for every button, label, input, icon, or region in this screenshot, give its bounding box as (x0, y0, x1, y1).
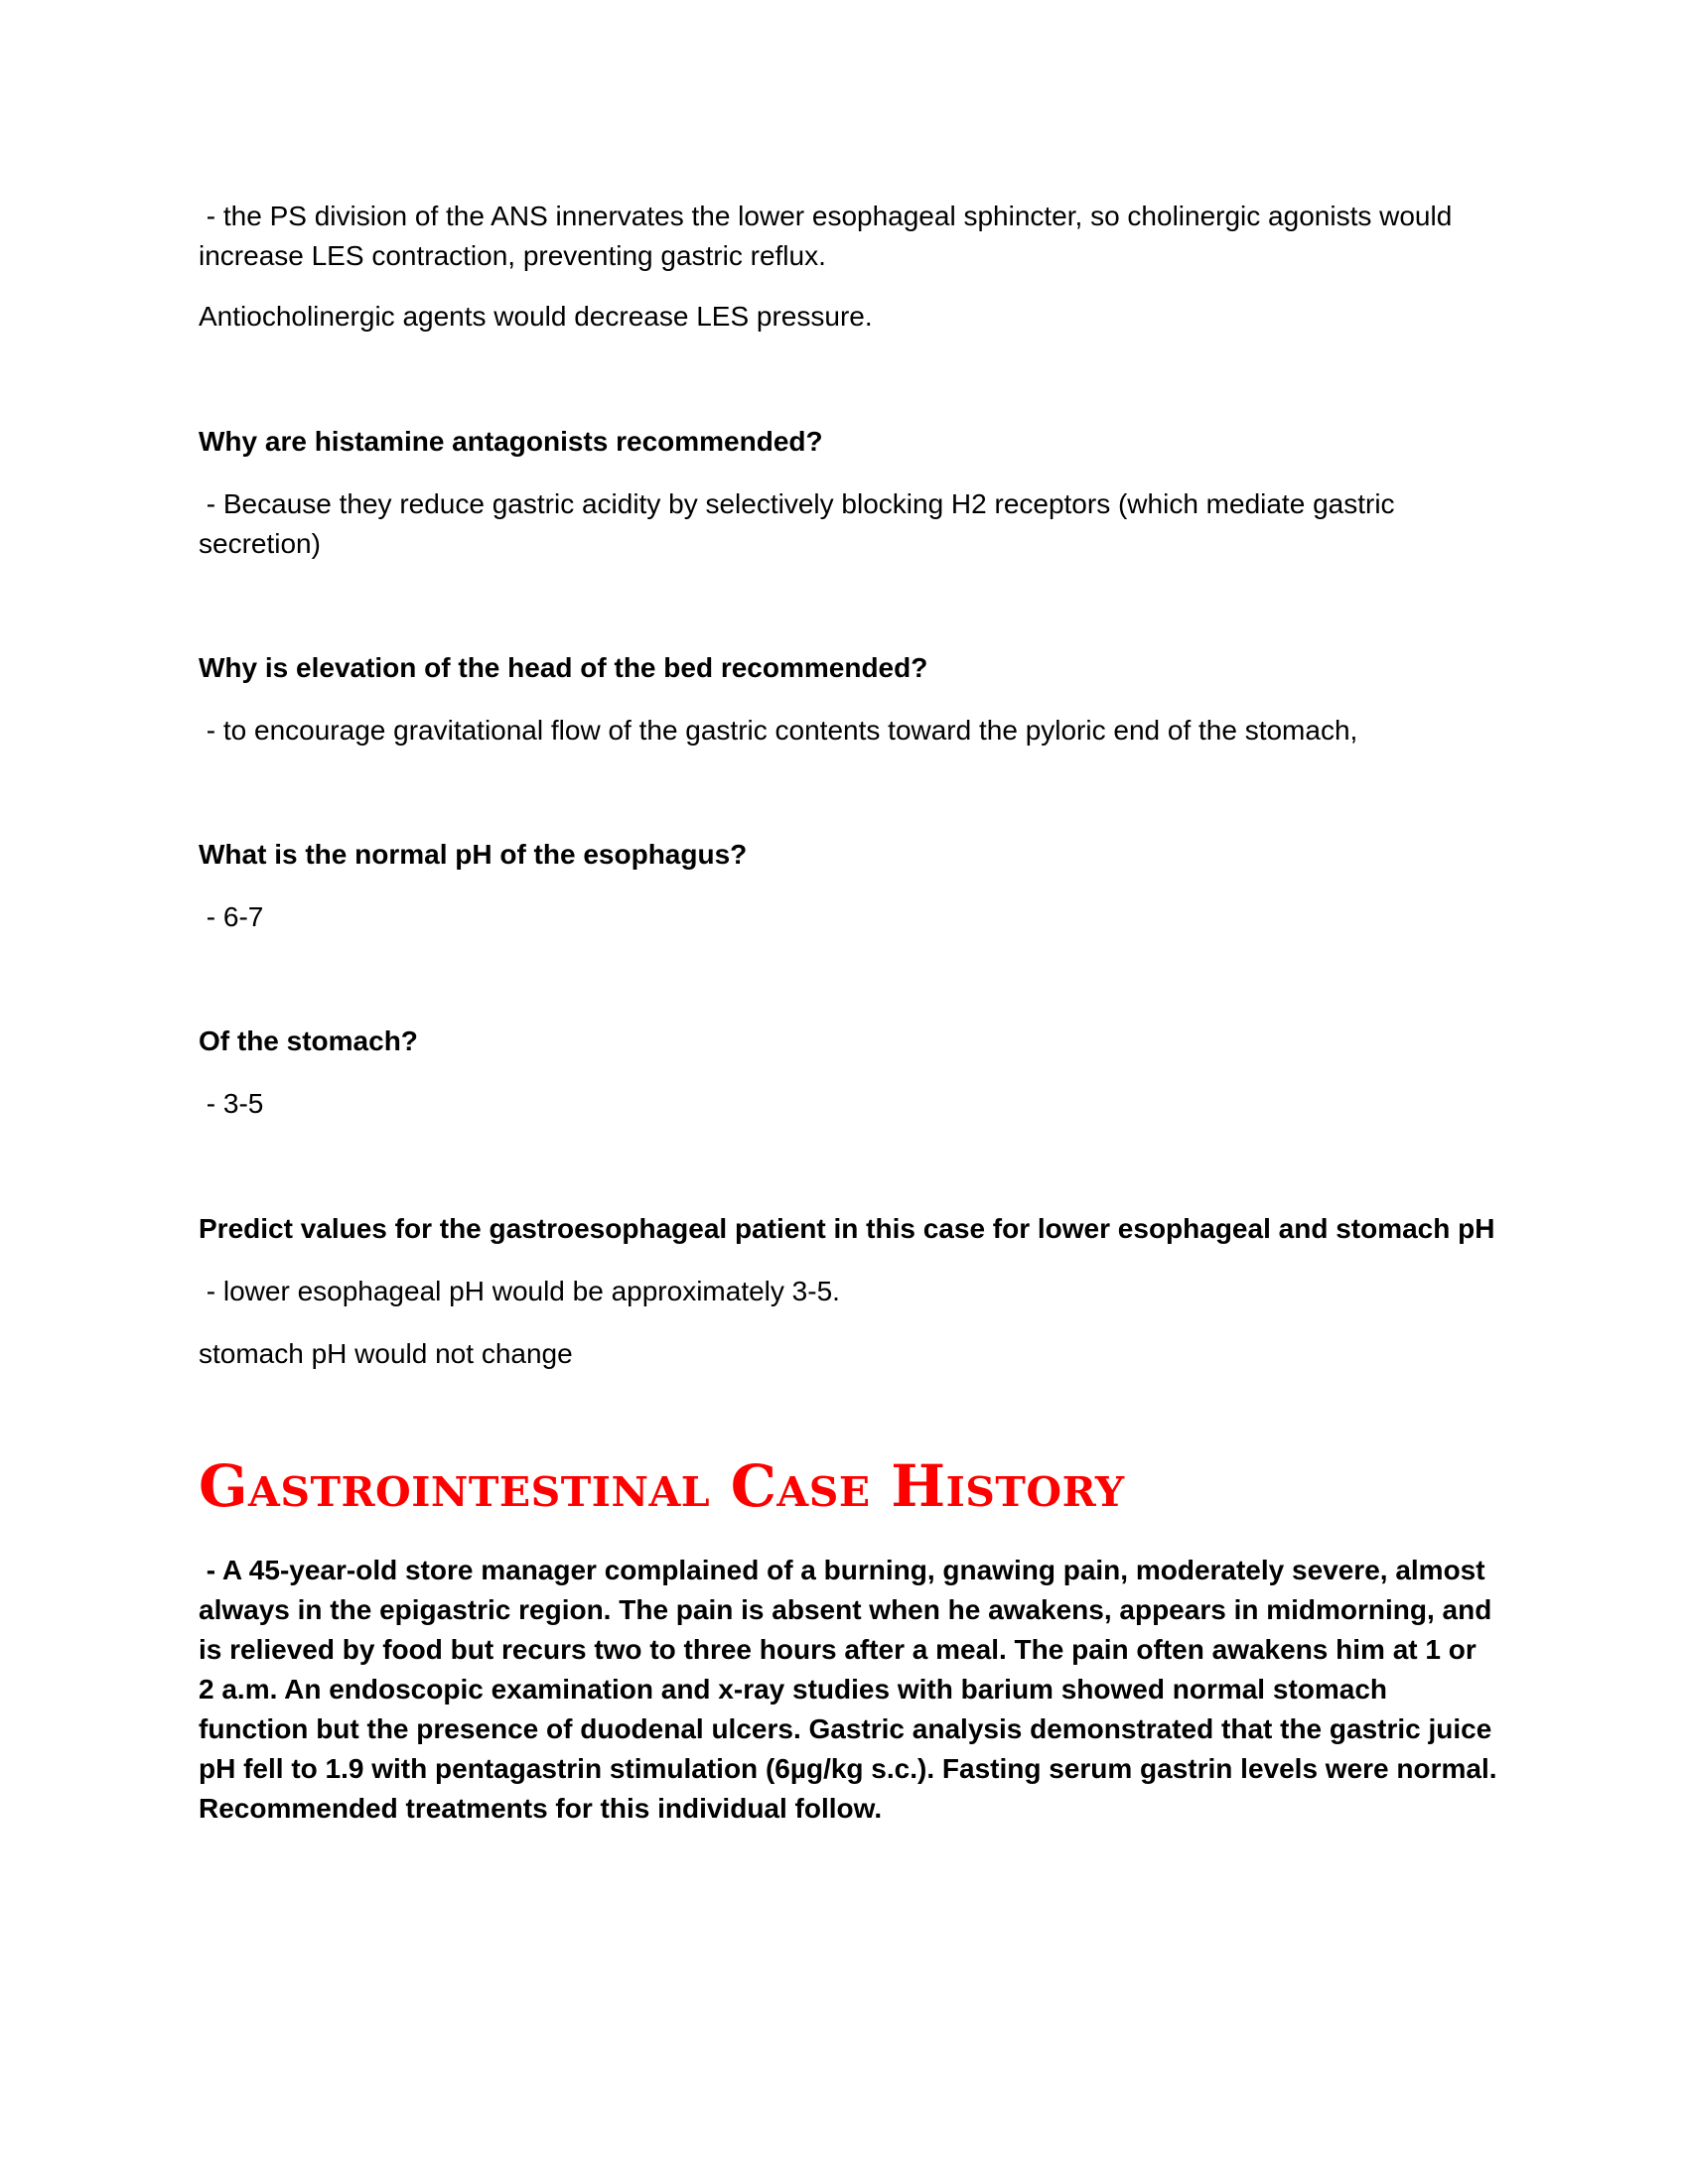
case-history-text: - A 45-year-old store manager complained of a burning, gnawing pain, moderately severe, almost always in the epigastric region. The pain is absent when he awakens, appears in midmorning, and is relieved by food but recurs two to three hours after a meal. The pain often awakens him at 1 or 2 a.m. An endoscopic examination and x-ray studies with barium showed normal stomach function but the presence of duodenal ulcers. Gastric analysis demonstrated that the gastric juice pH fell to 1.9 with pentagastrin stimulation (6µg/kg s.c.). Fasting serum gastrin levels were normal. Recommended treatments for this individual follow. (199, 1555, 1505, 1824)
paragraph-anticholinergic: Antiocholinergic agents would decrease LES pressure. (199, 301, 873, 332)
answer-bed-elevation: - to encourage gravitational flow of the gastric contents toward the pyloric end of the stomach, (199, 715, 1358, 746)
answer-histamine: - Because they reduce gastric acidity by selectively blocking H2 receptors (which mediate gastric secretion) (199, 488, 1403, 559)
answer-stomach-ph: - 3-5 (199, 1088, 264, 1119)
answer-stomach-ph-change: stomach pH would not change (199, 1338, 573, 1369)
question-predict-values: Predict values for the gastroesophageal patient in this case for lower esophageal and stomach pH (199, 1213, 1495, 1244)
answer-esophagus-ph: - 6-7 (199, 901, 264, 932)
question-esophagus-ph: What is the normal pH of the esophagus? (199, 839, 748, 870)
question-bed-elevation: Why is elevation of the head of the bed recommended? (199, 652, 928, 683)
answer-lower-esophageal-ph: - lower esophageal pH would be approximately 3-5. (199, 1276, 840, 1306)
section-heading: Gastrointestinal Case History (199, 1452, 1125, 1520)
question-stomach-ph: Of the stomach? (199, 1025, 418, 1056)
paragraph-ps-division: - the PS division of the ANS innervates the lower esophageal sphincter, so cholinergic agonists would increase LES contraction, preventing gastric reflux. (199, 201, 1461, 271)
question-histamine: Why are histamine antagonists recommended? (199, 426, 823, 457)
document-page (199, 0, 1505, 2184)
